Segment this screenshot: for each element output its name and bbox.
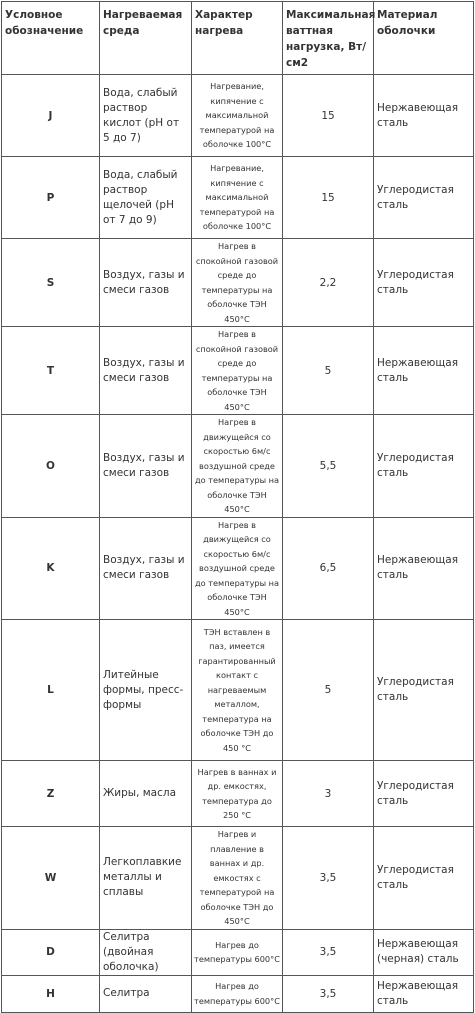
material-cell: Углеродистая сталь	[374, 239, 474, 327]
load-cell: 3	[283, 761, 374, 827]
medium-cell: Селитра	[100, 975, 192, 1012]
medium-cell: Селитра (двойная оболочка)	[100, 929, 192, 975]
code-cell: J	[2, 75, 100, 157]
code-cell: Z	[2, 761, 100, 827]
table-row	[2, 75, 474, 157]
medium-cell: Литейные формы, пресс-формы	[100, 620, 192, 761]
load-cell: 2,2	[283, 239, 374, 327]
heating-cell: Нагрев в спокойной газовой среде до температуры на оболочке ТЭН 450°С	[192, 327, 283, 415]
code-cell: D	[2, 929, 100, 975]
heating-cell: Нагревание, кипячение с максимальной температурой на оболочке 100°С	[192, 157, 283, 239]
material-cell: Углеродистая сталь	[374, 620, 474, 761]
heating-cell: Нагрев в ваннах и др. емкостях, температура до 250 °С	[192, 761, 283, 827]
material-cell: Нержавеющая сталь	[374, 975, 474, 1012]
load-cell: 5	[283, 327, 374, 415]
load-cell: 6,5	[283, 517, 374, 620]
code-cell: S	[2, 239, 100, 327]
load-cell: 3,5	[283, 827, 374, 930]
medium-cell: Жиры, масла	[100, 761, 192, 827]
material-cell: Углеродистая сталь	[374, 761, 474, 827]
heating-cell: Нагрев и плавление в ваннах и др. емкостях с температурой на оболочке ТЭН до 450°С	[192, 827, 283, 930]
header-code: Условное обозначение	[2, 2, 100, 75]
medium-cell: Воздух, газы и смеси газов	[100, 517, 192, 620]
table-row	[2, 157, 474, 239]
table-row	[2, 827, 474, 930]
code-cell: P	[2, 157, 100, 239]
header-row	[2, 2, 474, 75]
table-row	[2, 620, 474, 761]
material-cell: Нержавеющая (черная) сталь	[374, 929, 474, 975]
heating-cell: ТЭН вставлен в паз, имеется гарантированный контакт с нагреваемым металлом, температура на оболочке ТЭН до 450 °С	[192, 620, 283, 761]
load-cell: 3,5	[283, 975, 374, 1012]
material-cell: Нержавеющая сталь	[374, 327, 474, 415]
header-medium: Нагреваемая среда	[100, 2, 192, 75]
load-cell: 15	[283, 75, 374, 157]
heating-cell: Нагрев в движущейся со скоростью 6м/с воздушной среде до температуры на оболочке ТЭН 450°С	[192, 517, 283, 620]
heating-cell: Нагревание, кипячение с максимальной температурой на оболочке 100°С	[192, 75, 283, 157]
header-heating: Характер нагрева	[192, 2, 283, 75]
load-cell: 5,5	[283, 415, 374, 518]
material-cell: Углеродистая сталь	[374, 157, 474, 239]
table-row	[2, 239, 474, 327]
material-cell: Углеродистая сталь	[374, 415, 474, 518]
header-material: Материал оболочки	[374, 2, 474, 75]
load-cell: 5	[283, 620, 374, 761]
table-row	[2, 929, 474, 975]
table-row	[2, 415, 474, 518]
table-row	[2, 327, 474, 415]
code-cell: L	[2, 620, 100, 761]
material-cell: Нержавеющая сталь	[374, 517, 474, 620]
header-load: Максимальная ваттная нагрузка, Вт/см2	[283, 2, 374, 75]
heating-cell: Нагрев до температуры 600°С	[192, 975, 283, 1012]
heater-spec-table	[1, 1, 474, 1013]
medium-cell: Легкоплавкие металлы и сплавы	[100, 827, 192, 930]
code-cell: K	[2, 517, 100, 620]
load-cell: 15	[283, 157, 374, 239]
heating-cell: Нагрев в спокойной газовой среде до температуры на оболочке ТЭН 450°С	[192, 239, 283, 327]
heating-cell: Нагрев в движущейся со скоростью 6м/с воздушной среде до температуры на оболочке ТЭН 450°С	[192, 415, 283, 518]
code-cell: H	[2, 975, 100, 1012]
code-cell: T	[2, 327, 100, 415]
material-cell: Углеродистая сталь	[374, 827, 474, 930]
medium-cell: Вода, слабый раствор кислот (рН от 5 до 7)	[100, 75, 192, 157]
code-cell: W	[2, 827, 100, 930]
medium-cell: Воздух, газы и смеси газов	[100, 239, 192, 327]
table-row	[2, 761, 474, 827]
table-row	[2, 517, 474, 620]
material-cell: Нержавеющая сталь	[374, 75, 474, 157]
medium-cell: Воздух, газы и смеси газов	[100, 415, 192, 518]
medium-cell: Вода, слабый раствор щелочей (рН от 7 до 9)	[100, 157, 192, 239]
code-cell: O	[2, 415, 100, 518]
load-cell: 3,5	[283, 929, 374, 975]
heating-cell: Нагрев до температуры 600°С	[192, 929, 283, 975]
medium-cell: Воздух, газы и смеси газов	[100, 327, 192, 415]
table-row	[2, 975, 474, 1012]
